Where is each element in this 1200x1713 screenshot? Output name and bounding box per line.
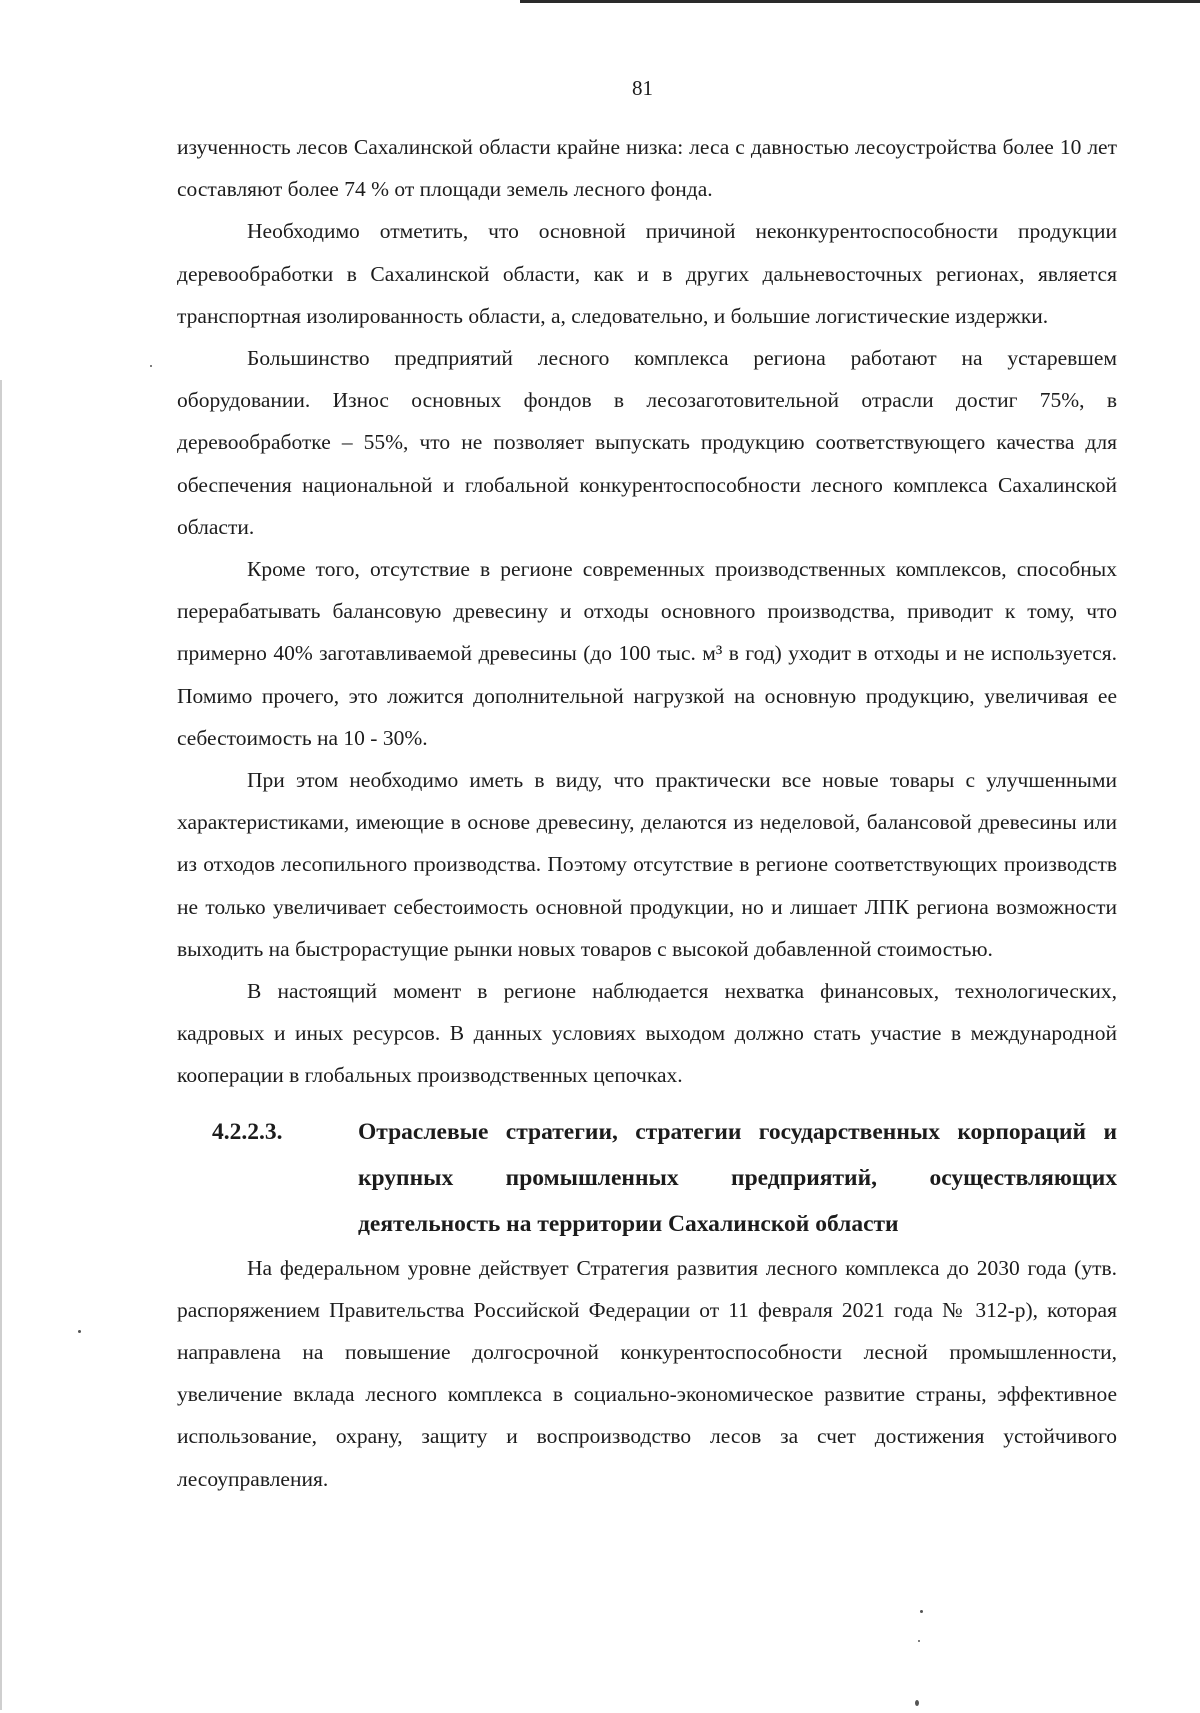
section-number: 4.2.2.3. xyxy=(212,1118,283,1145)
paragraph-3: Большинство предприятий лесного комплекса региона работают на устаревшем оборудовании. Износ основных фондов в лесозаготовительной отрасли достиг 75%, в деревообработке – 55%, что не позволяет выпускать продукцию соответствующего качества для обеспечения национальной и глобальной конкурентоспособности лесного комплекса Сахалинской области. xyxy=(177,346,1117,539)
document-body xyxy=(177,126,1117,1500)
scan-left-edge xyxy=(0,380,2,1710)
paragraph-6: В настоящий момент в регионе наблюдается нехватка финансовых, технологических, кадровых и иных ресурсов. В данных условиях выходом должно стать участие в международной кооперации в глобальных производственных цепочках. xyxy=(177,979,1117,1088)
paragraph-5: При этом необходимо иметь в виду, что практически все новые товары с улучшенными характеристиками, имеющие в основе древесину, делаются из неделовой, балансовой древесины или из отходов лесопильного производства. Поэтому отсутствие в регионе соответствующих производств не только увеличивает себестоимость основной продукции, но и лишает ЛПК региона возможности выходить на быстрорастущие рынки новых товаров с высокой добавленной стоимостью. xyxy=(177,768,1117,961)
section-title: Отраслевые стратегии, стратегии государственных корпораций и крупных промышленных предприятий, осуществляющих деятельность на территории Сахалинской области xyxy=(358,1118,1117,1237)
section-heading xyxy=(177,1109,1117,1247)
paragraph-7: На федеральном уровне действует Стратегия развития лесного комплекса до 2030 года (утв. распоряжением Правительства Российской Федерации от 11 февраля 2021 года № 312-р), которая направлена на повышение долгосрочной конкурентоспособности лесной промышленности, увеличение вклада лесного комплекса в социально-экономическое развитие страны, эффективное использование, охрану, защиту и воспроизводство лесов за счет достижения устойчивого лесоуправления. xyxy=(177,1255,1117,1491)
scan-speck xyxy=(920,1610,923,1613)
paragraph-1: изученность лесов Сахалинской области крайне низка: леса с давностью лесоустройства более 10 лет составляют более 74 % от площади земель лесного фонда. xyxy=(177,135,1117,202)
paragraph-4: Кроме того, отсутствие в регионе современных производственных комплексов, способных перерабатывать балансовую древесину и отходы основного производства, приводит к тому, что примерно 40% заготавливаемой древесины (до 100 тыс. м³ в год) уходит в отходы и не используется. Помимо прочего, это ложится дополнительной нагрузкой на основную продукцию, увеличивая ее себестоимость на 10 - 30%. xyxy=(177,557,1117,750)
page-number: 81 xyxy=(632,76,653,100)
paragraph-2: Необходимо отметить, что основной причиной неконкурентоспособности продукции деревообработки в Сахалинской области, как и в других дальневосточных регионах, является транспортная изолированность области, а, следовательно, и большие логистические издержки. xyxy=(177,219,1117,328)
scan-speck xyxy=(78,1330,81,1333)
scan-speck xyxy=(918,1640,920,1642)
scan-speck xyxy=(150,365,152,367)
scan-speck xyxy=(915,1700,919,1706)
scan-top-border xyxy=(520,0,1200,3)
